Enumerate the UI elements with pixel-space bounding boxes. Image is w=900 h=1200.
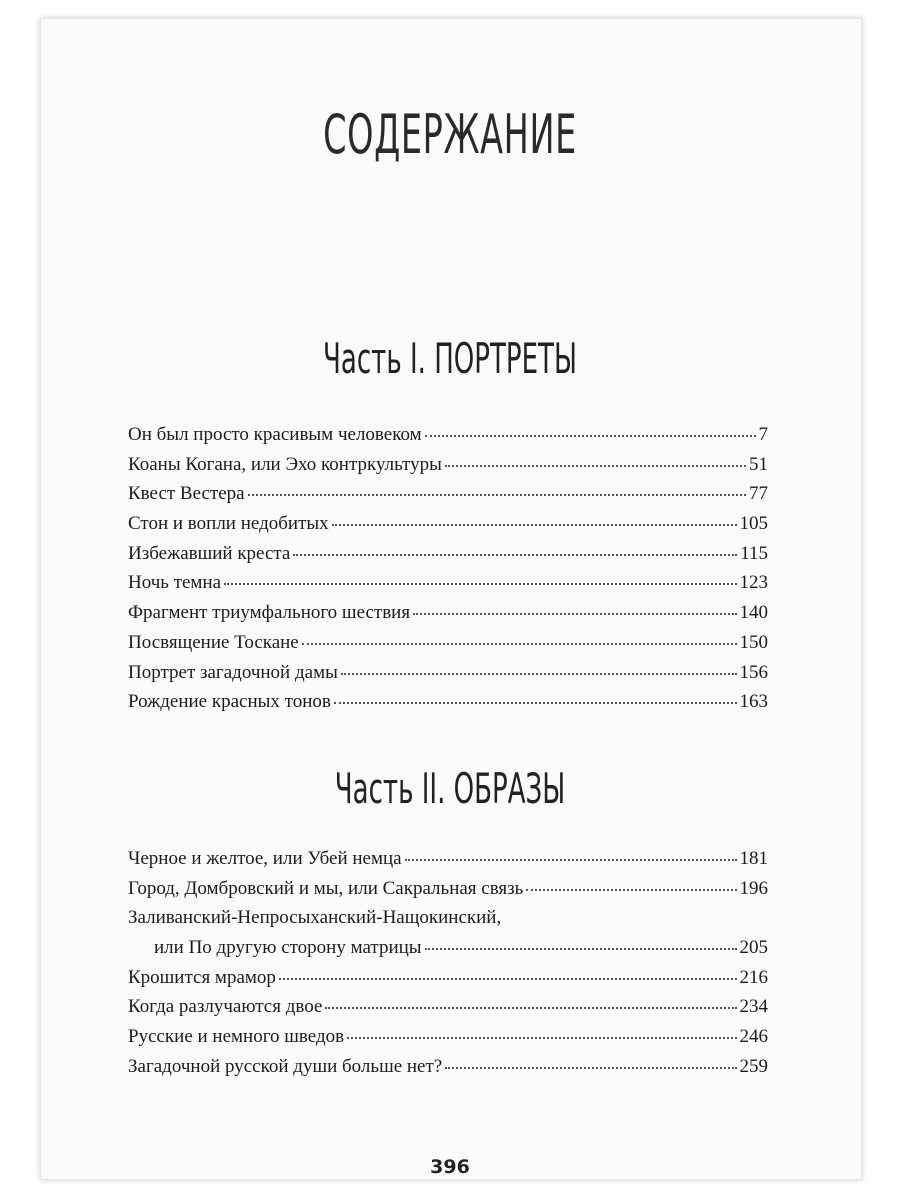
leader-dots [325,1007,736,1009]
leader-dots [413,613,736,615]
entry-title: Он был просто красивым человеком [128,424,422,445]
entry-title: Избежавший креста [128,542,291,564]
entry-page: 234 [739,996,768,1018]
entry-page: 163 [739,691,768,713]
entry-title-line-1: Заливанский-Непросыханский-Нащокинский, [128,907,502,929]
part-1-toc [128,424,768,721]
toc-entry[interactable] [128,878,768,908]
entry-page: 156 [739,661,768,683]
entry-page: 7 [758,424,768,445]
entry-title: Посвящение Тоскане [128,631,299,653]
leader-dots [425,435,756,437]
entry-page: 196 [739,877,768,899]
toc-entry[interactable] [128,907,768,966]
entry-title: Русские и немного шведов [128,1026,345,1048]
page-number: 396 [430,1156,470,1178]
toc-entry[interactable] [128,662,768,692]
leader-dots [347,1037,736,1039]
entry-page: 115 [740,542,768,564]
toc-entry[interactable] [128,572,768,602]
leader-dots [279,978,737,980]
page-title: СОДЕРЖАНИЕ [323,103,577,166]
toc-entry[interactable] [128,967,768,997]
leader-dots [341,673,737,675]
entry-title: Коаны Когана, или Эхо контркультуры [128,453,442,475]
part-1-heading: Часть I. ПОРТРЕТЫ [323,334,577,383]
entry-title: Портрет загадочной дамы [128,661,338,683]
entry-page: 205 [739,937,768,959]
entry-title: Ночь темна [128,572,222,594]
entry-page: 51 [749,453,768,475]
leader-dots [334,702,737,704]
toc-entry[interactable] [128,454,768,484]
toc-entry[interactable] [128,691,768,721]
leader-dots [332,524,737,526]
toc-entry[interactable] [128,632,768,662]
leader-dots [248,494,746,496]
entry-title: Когда разлучаются двое [128,996,323,1018]
leader-dots [526,889,736,891]
entry-page: 105 [739,513,768,535]
entry-title: Рождение красных тонов [128,691,331,713]
entry-title: Квест Вестера [128,483,245,505]
entry-page: 246 [739,1026,768,1048]
toc-entry[interactable] [128,513,768,543]
part-2-toc [128,848,768,1086]
toc-entry[interactable] [128,602,768,632]
leader-dots [445,1067,736,1069]
toc-entry[interactable] [128,1056,768,1086]
entry-page: 140 [739,602,768,624]
entry-title: или По другую сторону матрицы [154,937,422,959]
toc-entry[interactable] [128,996,768,1026]
entry-title: Город, Домбровский и мы, или Сакральная связь [128,877,524,899]
entry-page: 123 [739,572,768,594]
entry-page: 150 [739,631,768,653]
toc-entry[interactable] [128,543,768,573]
leader-dots [405,859,737,861]
entry-title: Фрагмент триумфального шествия [128,602,411,624]
toc-entry[interactable] [128,424,768,454]
entry-page: 216 [739,966,768,988]
leader-dots [445,465,746,467]
entry-page: 181 [739,848,768,869]
entry-page: 77 [749,483,768,505]
entry-title: Крошится мрамор [128,966,276,988]
leader-dots [293,554,737,556]
entry-title: Стон и вопли недобитых [128,513,329,535]
toc-entry[interactable] [128,483,768,513]
entry-title: Черное и желтое, или Убей немца [128,848,402,869]
toc-entry[interactable] [128,1026,768,1056]
part-2-heading: Часть II. ОБРАЗЫ [334,764,566,813]
leader-dots [425,948,737,950]
entry-page: 259 [739,1055,768,1077]
entry-title: Загадочной русской души больше нет? [128,1055,443,1077]
leader-dots [224,583,736,585]
leader-dots [302,643,737,645]
toc-entry[interactable] [128,848,768,878]
